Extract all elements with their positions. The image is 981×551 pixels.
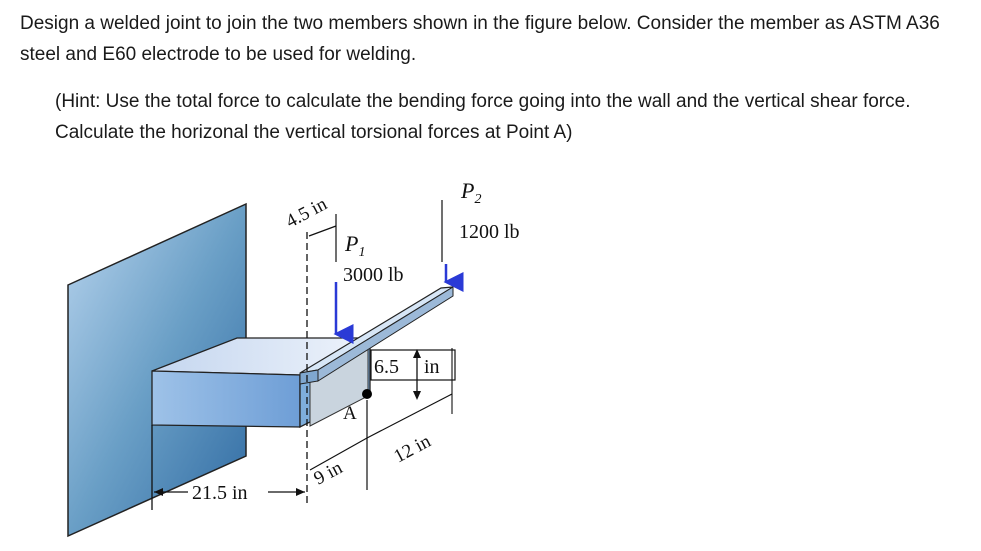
dim-9-label: 9 in: [310, 457, 346, 490]
dim-6-5-label: 6.5: [374, 356, 399, 378]
dim-12-label: 12 in: [390, 430, 435, 468]
dim-21-5-arrowhead-right: [296, 488, 305, 496]
dim-4-5-label: 4.5 in: [282, 193, 331, 233]
p1-value: 3000 lb: [343, 264, 404, 286]
point-a-marker: [362, 389, 372, 399]
dim-6-5-arrowhead-bottom: [413, 391, 421, 400]
arm-side: [300, 370, 318, 384]
p1-label: $P_1$: [345, 231, 366, 260]
point-a-label: A: [343, 403, 357, 424]
p2-label: $P_2$: [461, 178, 482, 207]
plate-front-face: [152, 371, 300, 427]
p2-value: 1200 lb: [459, 221, 520, 243]
dim-21-5-label: 21.5 in: [192, 482, 248, 504]
dim-12-line: [367, 394, 452, 438]
hint-text: (Hint: Use the total force to calculate the bending force going into the wall and the vertical shear force. Calculate the horizonal the vertical torsional forces at Point A): [55, 91, 911, 143]
dim-6-5-unit: in: [424, 356, 440, 378]
dim-4-5-arrow: [309, 226, 336, 236]
problem-statement: Design a welded joint to join the two members shown in the figure below. Consider the member as ASTM A36 steel and E60 electrode to be used for welding.: [20, 13, 940, 65]
